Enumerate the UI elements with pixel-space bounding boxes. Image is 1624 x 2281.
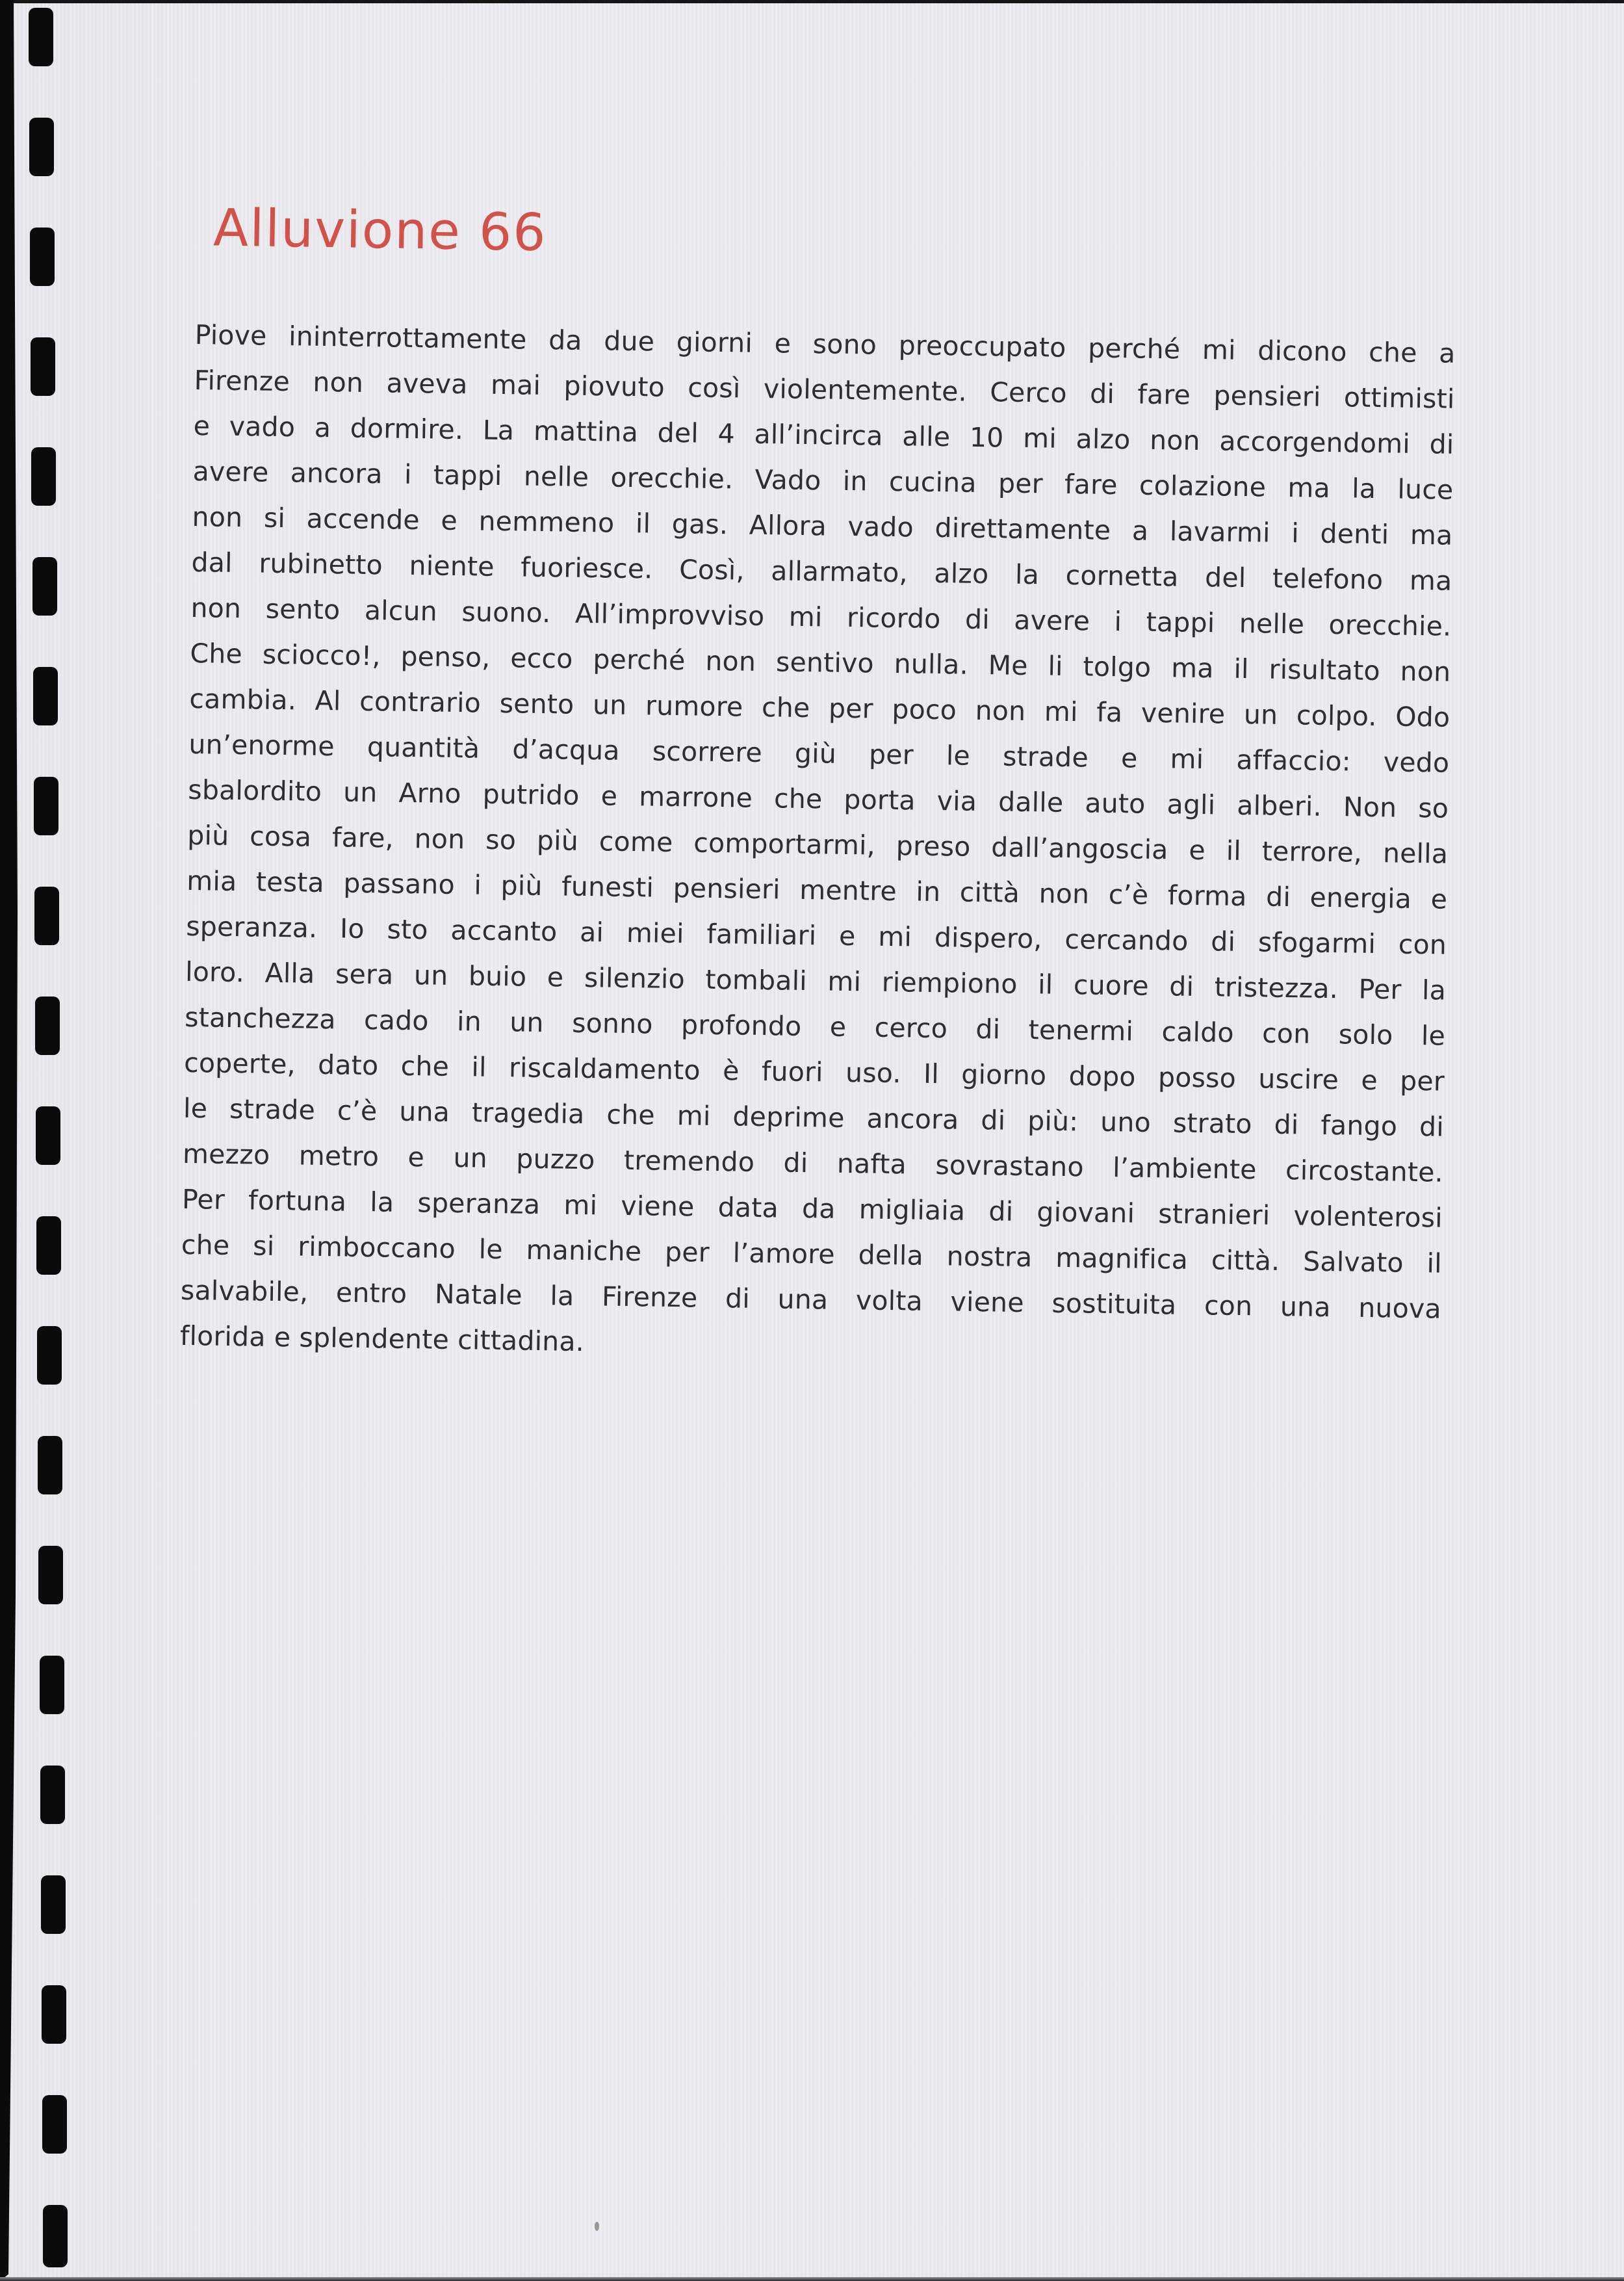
text-line: Piove ininterrottamente da due giorni e sono preoccupato perché mi dicono che a [194, 319, 1456, 369]
text-line: non sento alcun suono. All’improvviso mi ricordo di avere i tappi nelle orecchie. [190, 592, 1452, 642]
text-line: mezzo metro e un puzzo tremendo di nafta sovrastano l’ambiente circostante. [182, 1138, 1444, 1188]
text-line: Firenze non aveva mai piovuto così violentemente. Cerco di fare pensieri ottimisti [194, 364, 1455, 415]
scan-edge-bottom [0, 2277, 1624, 2281]
text-line: dal rubinetto niente fuoriesce. Così, allarmato, alzo la cornetta del telefono ma [191, 546, 1452, 597]
text-line: più cosa fare, non so più come comportarmi, preso dall’angoscia e il terrore, nella [187, 819, 1449, 870]
text-line: loro. Alla sera un buio e silenzio tombali mi riempiono il cuore di tristezza. Per la [185, 956, 1447, 1006]
text-line: non si accende e nemmeno il gas. Allora vado direttamente a lavarmi i denti ma [192, 501, 1453, 551]
text-line: avere ancora i tappi nelle orecchie. Vado in cucina per fare colazione ma la luce [192, 455, 1454, 506]
text-line: le strade c’è una tragedia che mi deprime ancora di più: uno strato di fango di [183, 1092, 1445, 1143]
text-line: salvabile, entro Natale la Firenze di una volta viene sostituita con una nuova [180, 1274, 1442, 1325]
text-line: mia testa passano i più funesti pensieri mentre in città non c’è forma di energia e [186, 865, 1448, 915]
document-body [179, 312, 1456, 1377]
page-title: Alluvione 66 [213, 198, 548, 263]
text-line: speranza. Io sto accanto ai miei familiari e mi dispero, cercando di sfogarmi con [185, 910, 1447, 961]
text-line: florida e splendente cittadina. [179, 1320, 585, 1358]
text-line: Per fortuna la speranza mi viene data da migliaia di giovani stranieri volenterosi [181, 1183, 1443, 1234]
text-line: coperte, dato che il riscaldamento è fuori uso. Il giorno dopo posso uscire e per [183, 1047, 1445, 1097]
text-line: cambia. Al contrario sento un rumore che per poco non mi fa venire un colpo. Odo [189, 683, 1450, 733]
text-line: e vado a dormire. La mattina del 4 all’incirca alle 10 mi alzo non accorgendomi di [193, 410, 1454, 460]
text-line: un’enorme quantità d’acqua scorrere giù per le strade e mi affaccio: vedo [188, 728, 1450, 779]
text-line: stanchezza cado in un sonno profondo e cerco di tenermi caldo con solo le [184, 1001, 1446, 1052]
text-line: che si rimboccano le maniche per l’amore della nostra magnifica città. Salvato il [181, 1229, 1443, 1279]
text-line: Che sciocco!, penso, ecco perché non sentivo nulla. Me li tolgo ma il risultato non [190, 637, 1451, 688]
text-line: sbalordito un Arno putrido e marrone che porta via dalle auto agli alberi. Non so [188, 774, 1449, 824]
scan-speck [595, 2222, 599, 2231]
